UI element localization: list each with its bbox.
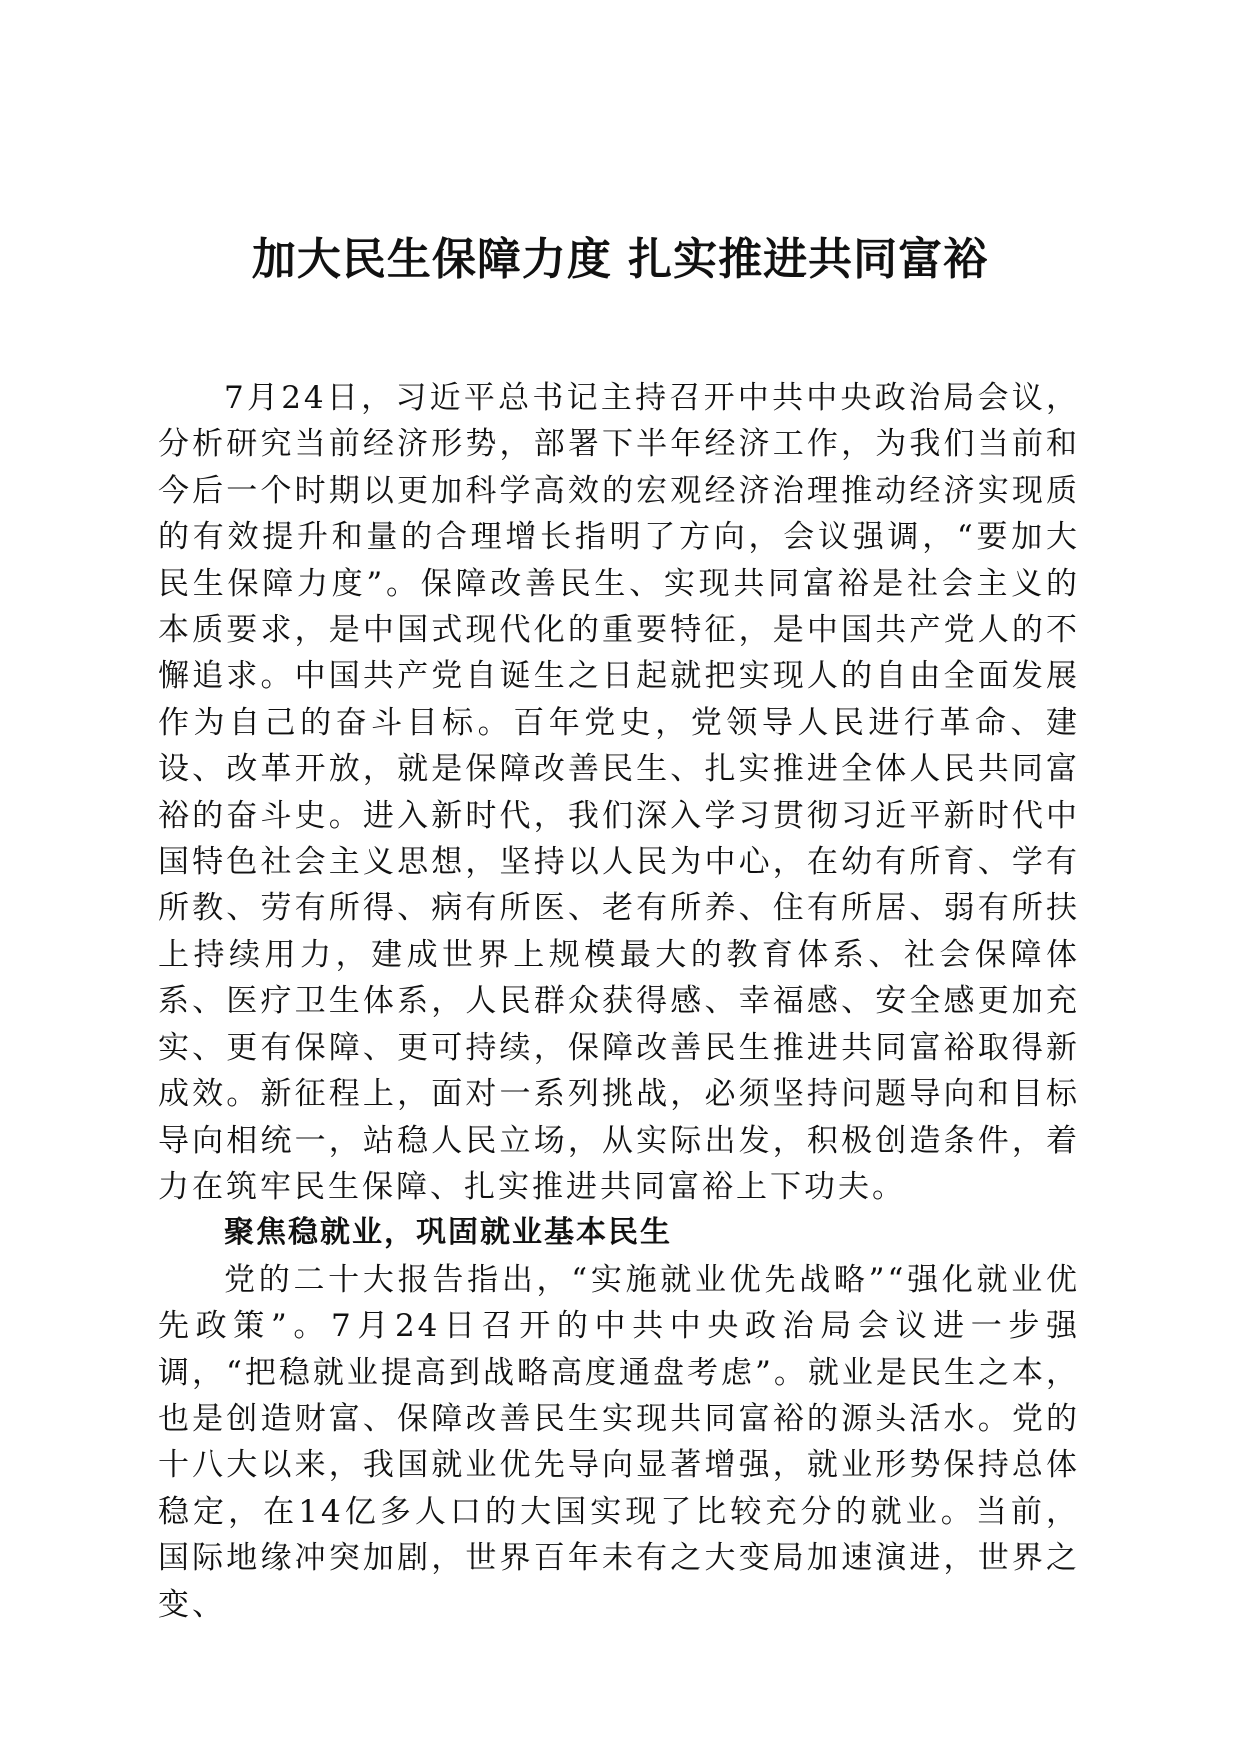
document-body: [158, 375, 1080, 1628]
body-paragraph: 党的二十大报告指出，“实施就业优先战略”“强化就业优先政策”。7月24日召开的中共中央政治局会议进一步强调，“把稳就业提高到战略高度通盘考虑”。就业是民生之本，也是创造财富、保障改善民生实现共同富裕的源头活水。党的十八大以来，我国就业优先导向显著增强，就业形势保持总体稳定，在14亿多人口的大国实现了比较充分的就业。当前，国际地缘冲突加剧，世界百年未有之大变局加速演进，世界之变、: [158, 1261, 1080, 1623]
body-paragraph: 7月24日，习近平总书记主持召开中共中央政治局会议，分析研究当前经济形势，部署下半年经济工作，为我们当前和今后一个时期以更加科学高效的宏观经济治理推动经济实现质的有效提升和量的合理增长指明了方向，会议强调，“要加大民生保障力度”。保障改善民生、实现共同富裕是社会主义的本质要求，是中国式现代化的重要特征，是中国共产党人的不懈追求。中国共产党自诞生之日起就把实现人的自由全面发展作为自己的奋斗目标。百年党史，党领导人民进行革命、建设、改革开放，就是保障改善民生、扎实推进全体人民共同富裕的奋斗史。进入新时代，我们深入学习贯彻习近平新时代中国特色社会主义思想，坚持以人民为中心，在幼有所育、学有所教、劳有所得、病有所医、老有所养、住有所居、弱有所扶上持续用力，建成世界上规模最大的教育体系、社会保障体系、医疗卫生体系，人民群众获得感、幸福感、安全感更加充实、更有保障、更可持续，保障改善民生推进共同富裕取得新成效。新征程上，面对一系列挑战，必须坚持问题导向和目标导向相统一，站稳人民立场，从实际出发，积极创造条件，着力在筑牢民生保障、扎实推进共同富裕上下功夫。: [158, 380, 1080, 1205]
section-heading: 聚焦稳就业，巩固就业基本民生: [224, 1215, 672, 1251]
document-title: 加大民生保障力度 扎实推进共同富裕: [251, 234, 989, 285]
